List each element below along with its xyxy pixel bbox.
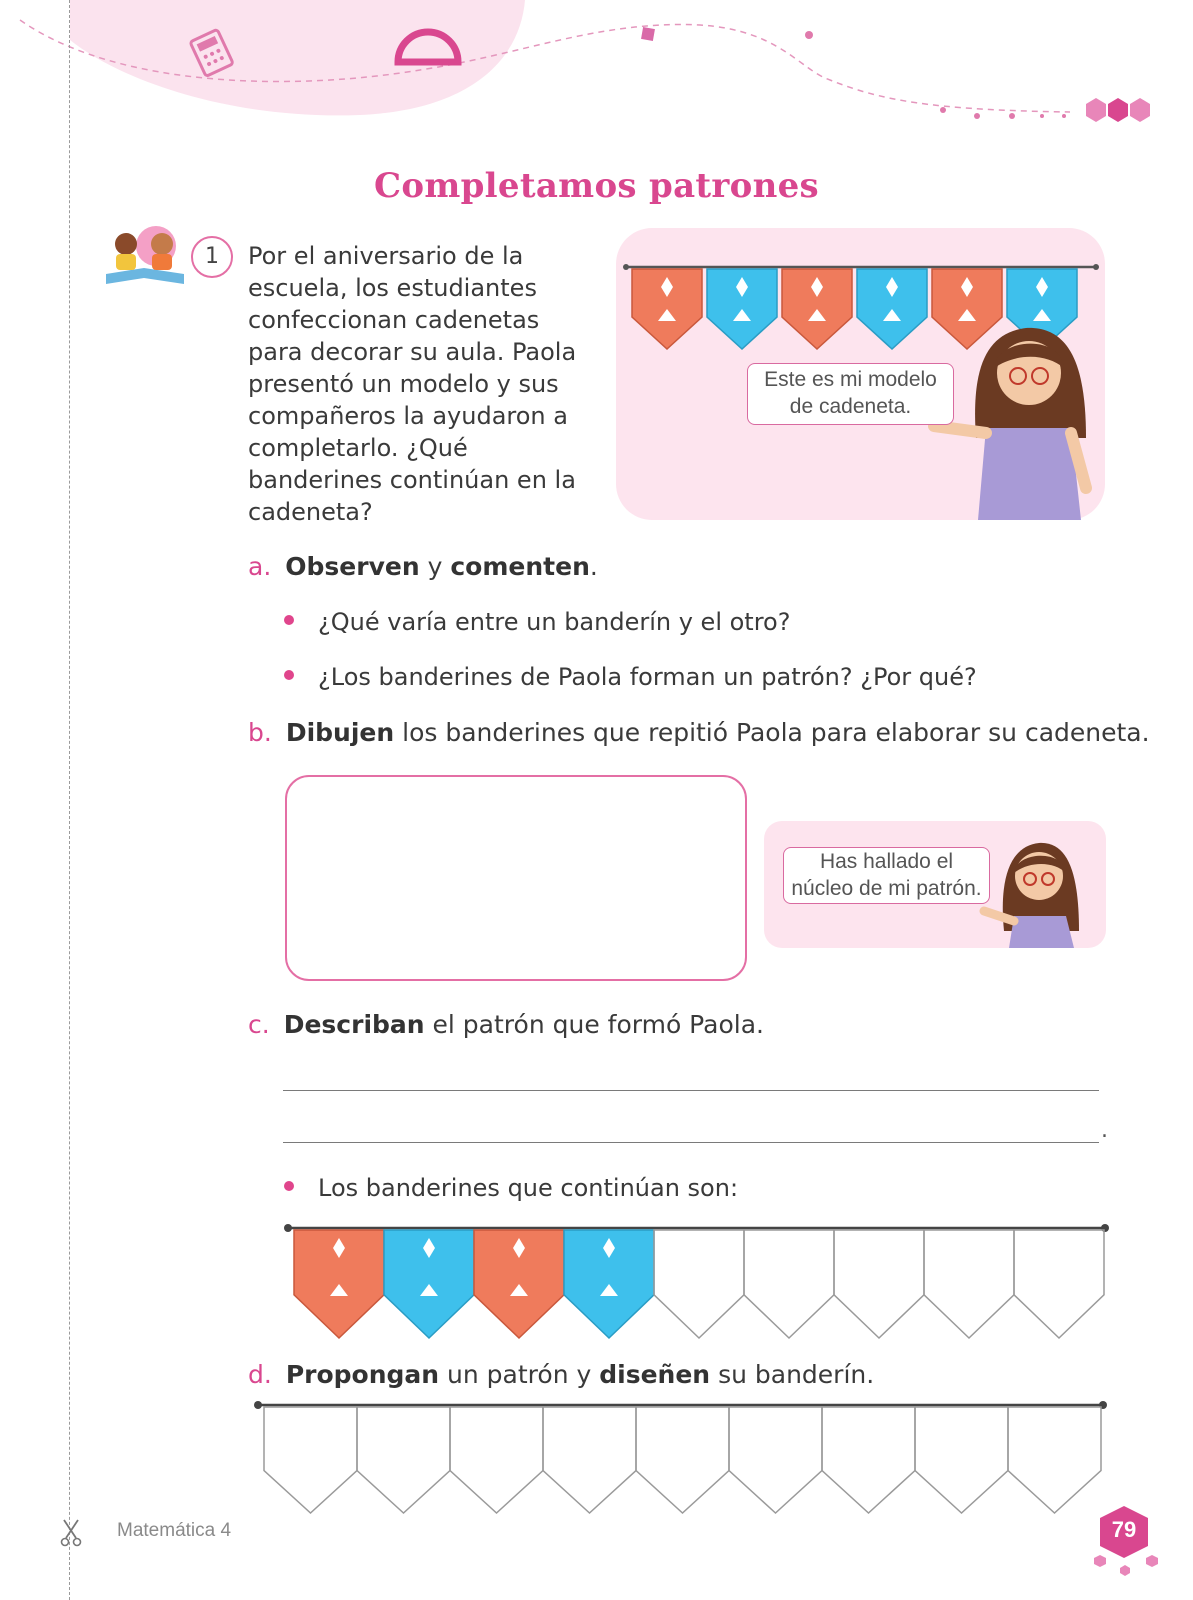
bullet-item <box>284 663 977 691</box>
pennant-flag <box>357 1407 450 1513</box>
bullet-text: ¿Qué varía entre un banderín y el otro? <box>318 608 791 636</box>
model-illustration <box>616 228 1105 520</box>
section-text: el patrón que formó Paola. <box>432 1010 764 1039</box>
section-text: . <box>589 552 598 581</box>
header-decoration <box>0 0 1193 140</box>
pennant-flag <box>834 1230 924 1338</box>
students-reading-icon <box>104 224 188 288</box>
cut-line <box>69 0 70 1600</box>
section-text: su banderín. <box>718 1360 875 1389</box>
bubble-line: núcleo de mi patrón. <box>791 877 982 900</box>
bullet-icon <box>284 615 294 625</box>
bubble-line: de cadeneta. <box>789 395 912 418</box>
bullet-icon <box>284 670 294 680</box>
instruction-verb: diseñen <box>599 1360 711 1389</box>
bullet-item <box>284 608 790 636</box>
section-text: y <box>427 552 443 581</box>
garland-design <box>248 1392 1118 1517</box>
pennant-flag <box>822 1407 915 1513</box>
paola-illustration <box>934 328 1086 520</box>
pennant-flag <box>450 1407 543 1513</box>
pennant-flag <box>924 1230 1014 1338</box>
section-letter: d. <box>248 1360 272 1389</box>
bullet-text: ¿Los banderines de Paola forman un patrón? ¿Por qué? <box>318 663 977 691</box>
bubble-line: Este es mi modelo <box>764 368 937 391</box>
pennant-flag <box>915 1407 1008 1513</box>
pennant-flag <box>1014 1230 1104 1338</box>
activity-number: 1 <box>191 236 233 278</box>
pennant-flag <box>744 1230 834 1338</box>
speech-bubble-hint <box>783 847 990 904</box>
pennant-flag <box>636 1407 729 1513</box>
bubble-line: Has hallado el <box>819 850 954 873</box>
instruction-verb: Describan <box>283 1010 425 1039</box>
paola-hint-box <box>764 821 1106 948</box>
section-a <box>248 552 598 581</box>
bullet-text: Los banderines que continúan son: <box>318 1174 739 1202</box>
pennant-flag <box>1008 1407 1101 1513</box>
cube-icon <box>641 27 655 41</box>
pennant-flag <box>543 1407 636 1513</box>
footer-book-title: Matemática 4 <box>117 1520 232 1541</box>
pennant-flag <box>264 1407 357 1513</box>
page-number: 79 <box>1111 1517 1137 1542</box>
instruction-verb: Dibujen <box>285 718 395 747</box>
garland-continuation <box>270 1210 1115 1340</box>
pennant-flag <box>729 1407 822 1513</box>
instruction-verb: comenten <box>450 552 590 581</box>
intro-text: Por el aniversario de la escuela, los estudiantes confeccionan cadenetas para decorar su aula. Paola presentó un modelo y sus compañeros la ayudaron a completarlo. ¿Qué banderines continúan en la cadeneta? <box>248 242 577 526</box>
section-c <box>248 1010 764 1039</box>
cubes-icon <box>1086 98 1150 122</box>
instruction-verb: Observen <box>285 552 420 581</box>
bullet-icon <box>284 1181 294 1191</box>
answer-line[interactable] <box>283 1090 1099 1091</box>
section-letter: c. <box>248 1010 270 1039</box>
section-letter: b. <box>248 718 272 747</box>
section-d <box>248 1360 874 1389</box>
section-text: los banderines que repitió Paola para elaborar su cadeneta. <box>402 718 1150 747</box>
answer-line[interactable] <box>283 1142 1099 1143</box>
drawing-area[interactable] <box>285 775 747 981</box>
section-b <box>248 718 1150 747</box>
section-text: un patrón y <box>447 1360 592 1389</box>
instruction-verb: Propongan <box>285 1360 440 1389</box>
scissors-icon <box>60 1518 82 1548</box>
bullet-item <box>284 1174 738 1202</box>
page-title: Completamos patrones <box>374 166 819 206</box>
section-letter: a. <box>248 552 272 581</box>
speech-bubble-model <box>747 363 954 425</box>
line-end-period: . <box>1101 1118 1108 1143</box>
pennant-flag <box>654 1230 744 1338</box>
